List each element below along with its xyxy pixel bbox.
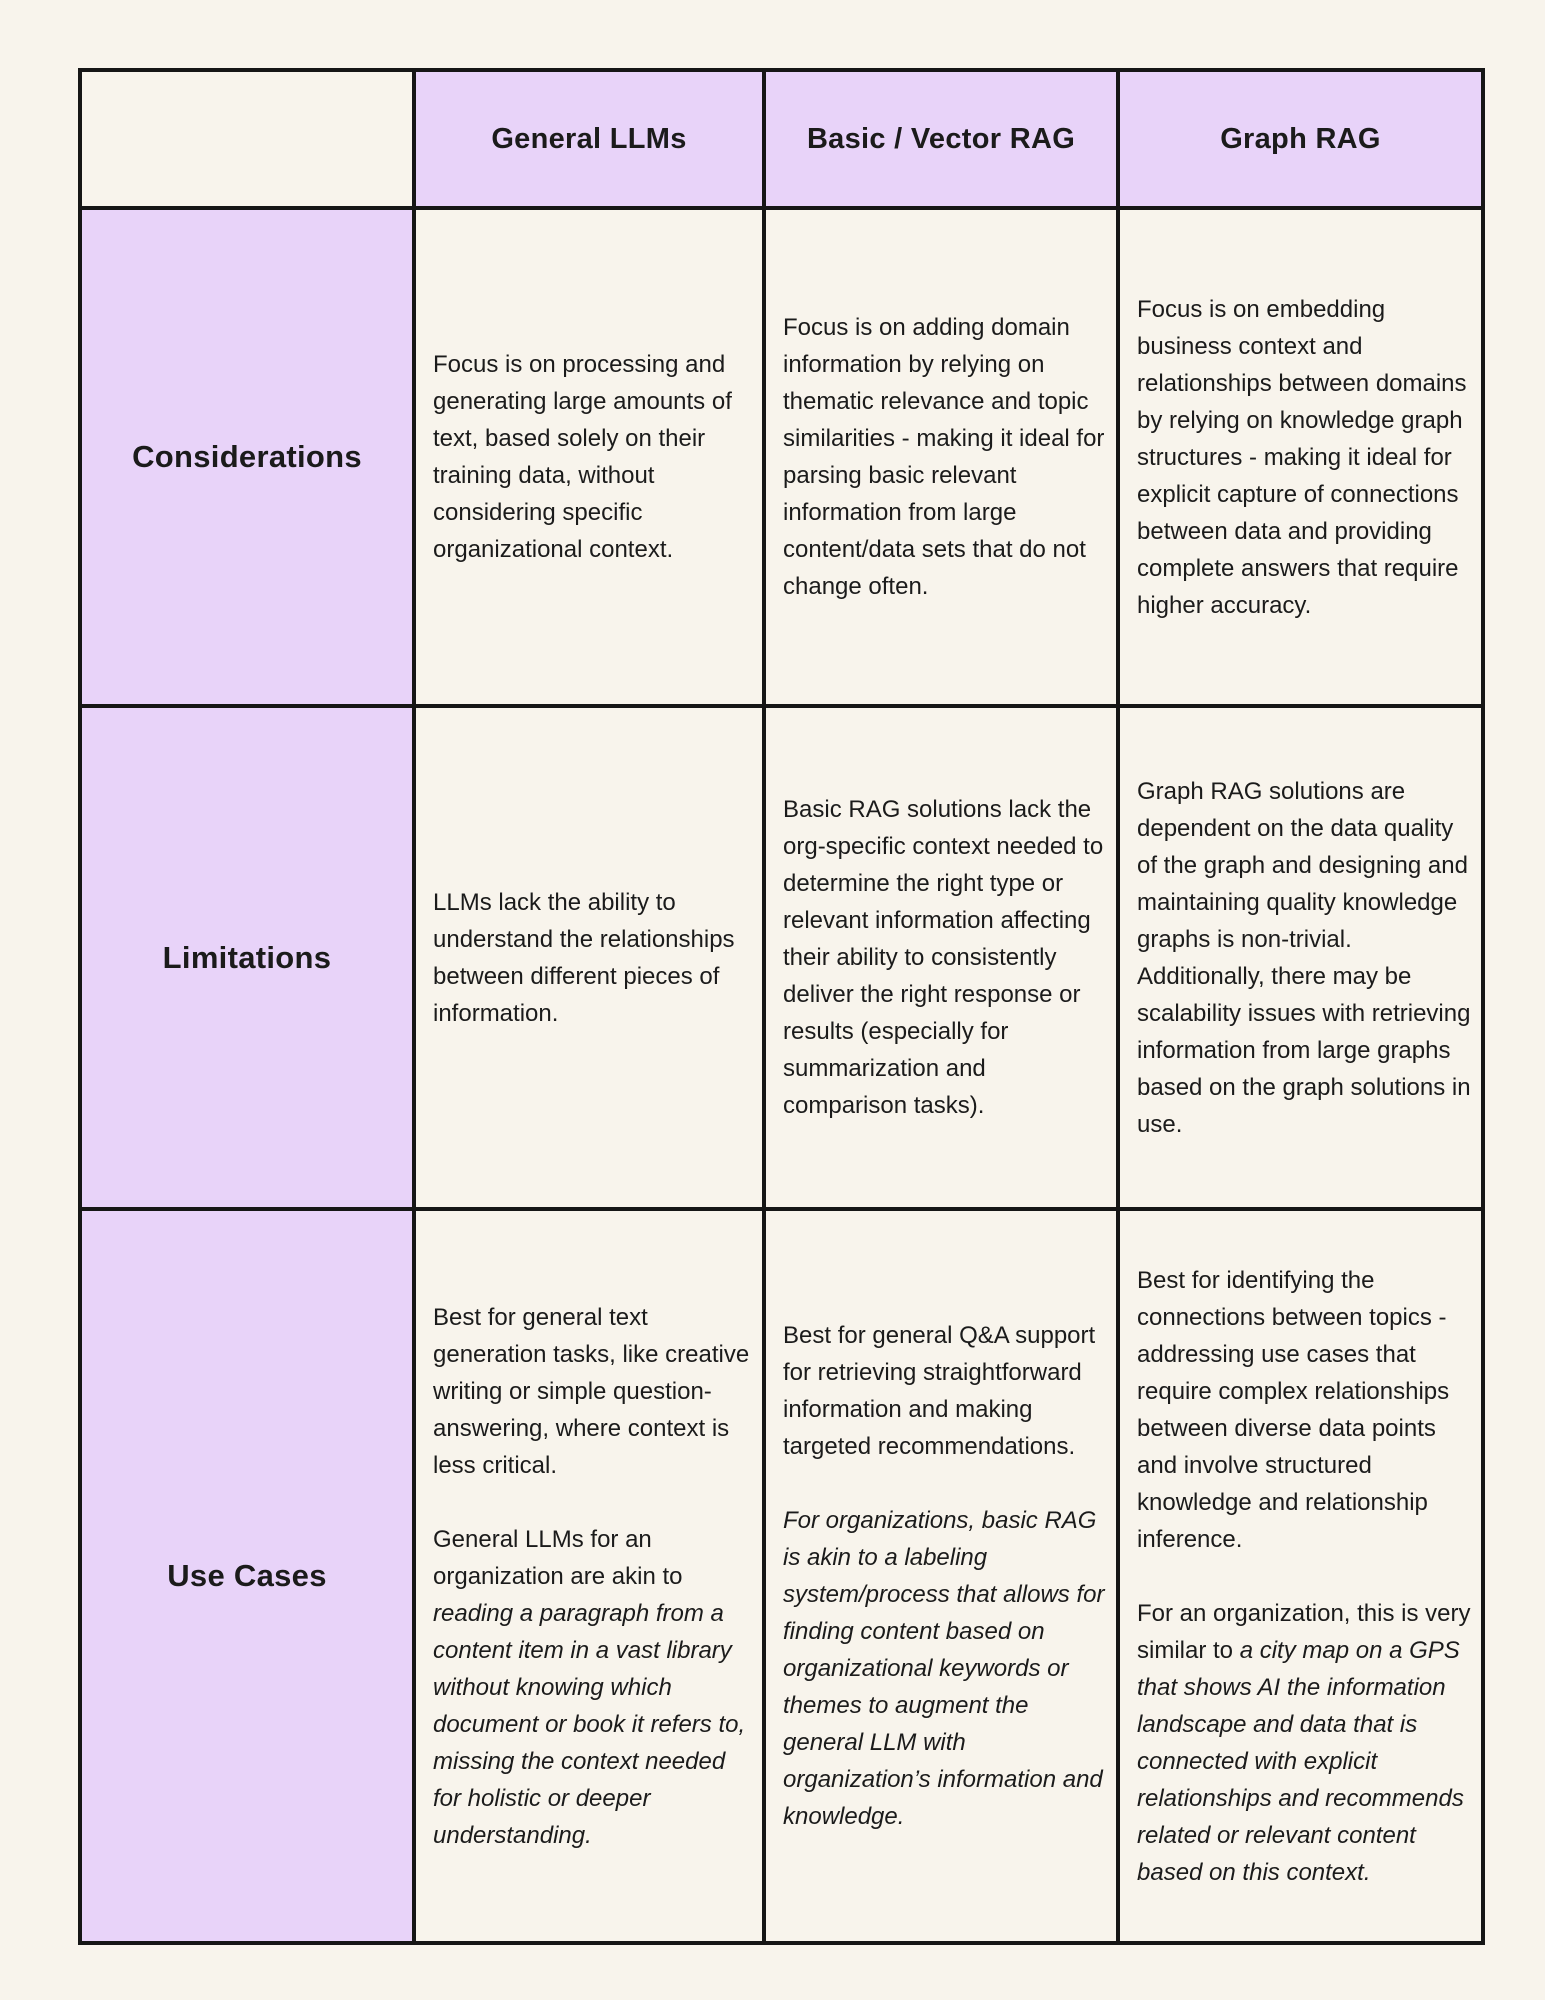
cell-paragraph xyxy=(433,1299,752,1484)
cell-text: Best for identifying the connections between topics - addressing use cases that require complex relationships between diverse data points and involve structured knowledge and relationship inference. xyxy=(1137,1266,1450,1553)
row-label-text: Considerations xyxy=(132,439,362,474)
cell-paragraph xyxy=(1137,1595,1471,1891)
cell-use-cases-graph-rag xyxy=(1120,1211,1481,1941)
cell-text: General LLMs for an organization are akin to xyxy=(433,1525,683,1590)
cell-paragraph xyxy=(783,1502,1106,1835)
cell-text: Focus is on processing and generating large amounts of text, based solely on their training data, without considering specific organizational context. xyxy=(433,351,732,563)
cell-text: Best for general text generation tasks, like creative writing or simple question-answering, where context is less critical. xyxy=(433,1303,750,1479)
row-label-text: Use Cases xyxy=(167,1558,327,1593)
cell-paragraph xyxy=(433,1521,752,1854)
cell-considerations-general-llms xyxy=(416,210,766,708)
cell-text: For an organization, this is very similar to xyxy=(1137,1599,1471,1664)
row-label-text: Limitations xyxy=(162,939,332,975)
cell-limitations-basic-vector-rag xyxy=(766,708,1120,1211)
cell-paragraph xyxy=(783,309,1106,605)
row-label-considerations xyxy=(82,210,416,708)
cell-text: Best for general Q&A support for retrieving straightforward information and making targeted recommendations. xyxy=(783,1322,1096,1460)
cell-paragraph xyxy=(1137,1262,1471,1558)
cell-limitations-graph-rag xyxy=(1120,708,1481,1211)
cell-limitations-general-llms xyxy=(416,708,766,1211)
comparison-table xyxy=(78,68,1485,1945)
column-header-basic-vector-rag xyxy=(766,72,1120,210)
column-header-label: Graph RAG xyxy=(1220,123,1381,155)
cell-paragraph xyxy=(433,884,752,1032)
cell-text: Basic RAG solutions lack the org-specific context needed to determine the right type or relevant information affecting their ability to consistently deliver the right response or results (especially for summarization and comparison tasks). xyxy=(783,796,1104,1119)
column-header-label: General LLMs xyxy=(491,123,687,155)
cell-text-italic: a city map on a GPS that shows AI the information landscape and data that is connected with explicit relationships and recommends related or relevant content based on this context. xyxy=(1137,1636,1464,1886)
cell-considerations-graph-rag xyxy=(1120,210,1481,708)
cell-paragraph xyxy=(1137,773,1471,1143)
cell-paragraph xyxy=(783,791,1106,1124)
cell-use-cases-basic-vector-rag xyxy=(766,1211,1120,1941)
row-label-use-cases xyxy=(82,1211,416,1941)
corner-cell xyxy=(82,72,416,210)
cell-paragraph xyxy=(433,346,752,568)
column-header-label: Basic / Vector RAG xyxy=(806,123,1076,155)
cell-considerations-basic-vector-rag xyxy=(766,210,1120,708)
cell-text: Focus is on embedding business context and relationships between domains by relying on knowledge graph structures - making it ideal for explicit capture of connections between data and providing complete answers that require higher accuracy. xyxy=(1137,295,1467,619)
cell-paragraph xyxy=(1137,291,1471,624)
cell-use-cases-general-llms xyxy=(416,1211,766,1941)
cell-text-italic: For organizations, basic RAG is akin to a labeling system/process that allows for finding content based on organizational keywords or themes to augment the general LLM with organization’s information and knowledge. xyxy=(783,1507,1105,1830)
cell-text: Graph RAG solutions are dependent on the data quality of the graph and designing and maintaining quality knowledge graphs is non-trivial. Additionally, there may be scalability issues with retrieving information from large graphs based on the graph solutions in use. xyxy=(1137,777,1471,1138)
column-header-general-llms xyxy=(416,72,766,210)
row-label-limitations xyxy=(82,708,416,1211)
cell-text: LLMs lack the ability to understand the relationships between different pieces of information. xyxy=(433,888,735,1027)
cell-text-italic: reading a paragraph from a content item in a vast library without knowing which document or book it refers to, missing the context needed for holistic or deeper understanding. xyxy=(433,1599,746,1849)
column-header-graph-rag xyxy=(1120,72,1481,210)
cell-text: Focus is on adding domain information by relying on thematic relevance and topic similarities - making it ideal for parsing basic relevant information from large content/data sets that do not change often. xyxy=(783,314,1105,600)
cell-paragraph xyxy=(783,1317,1106,1465)
